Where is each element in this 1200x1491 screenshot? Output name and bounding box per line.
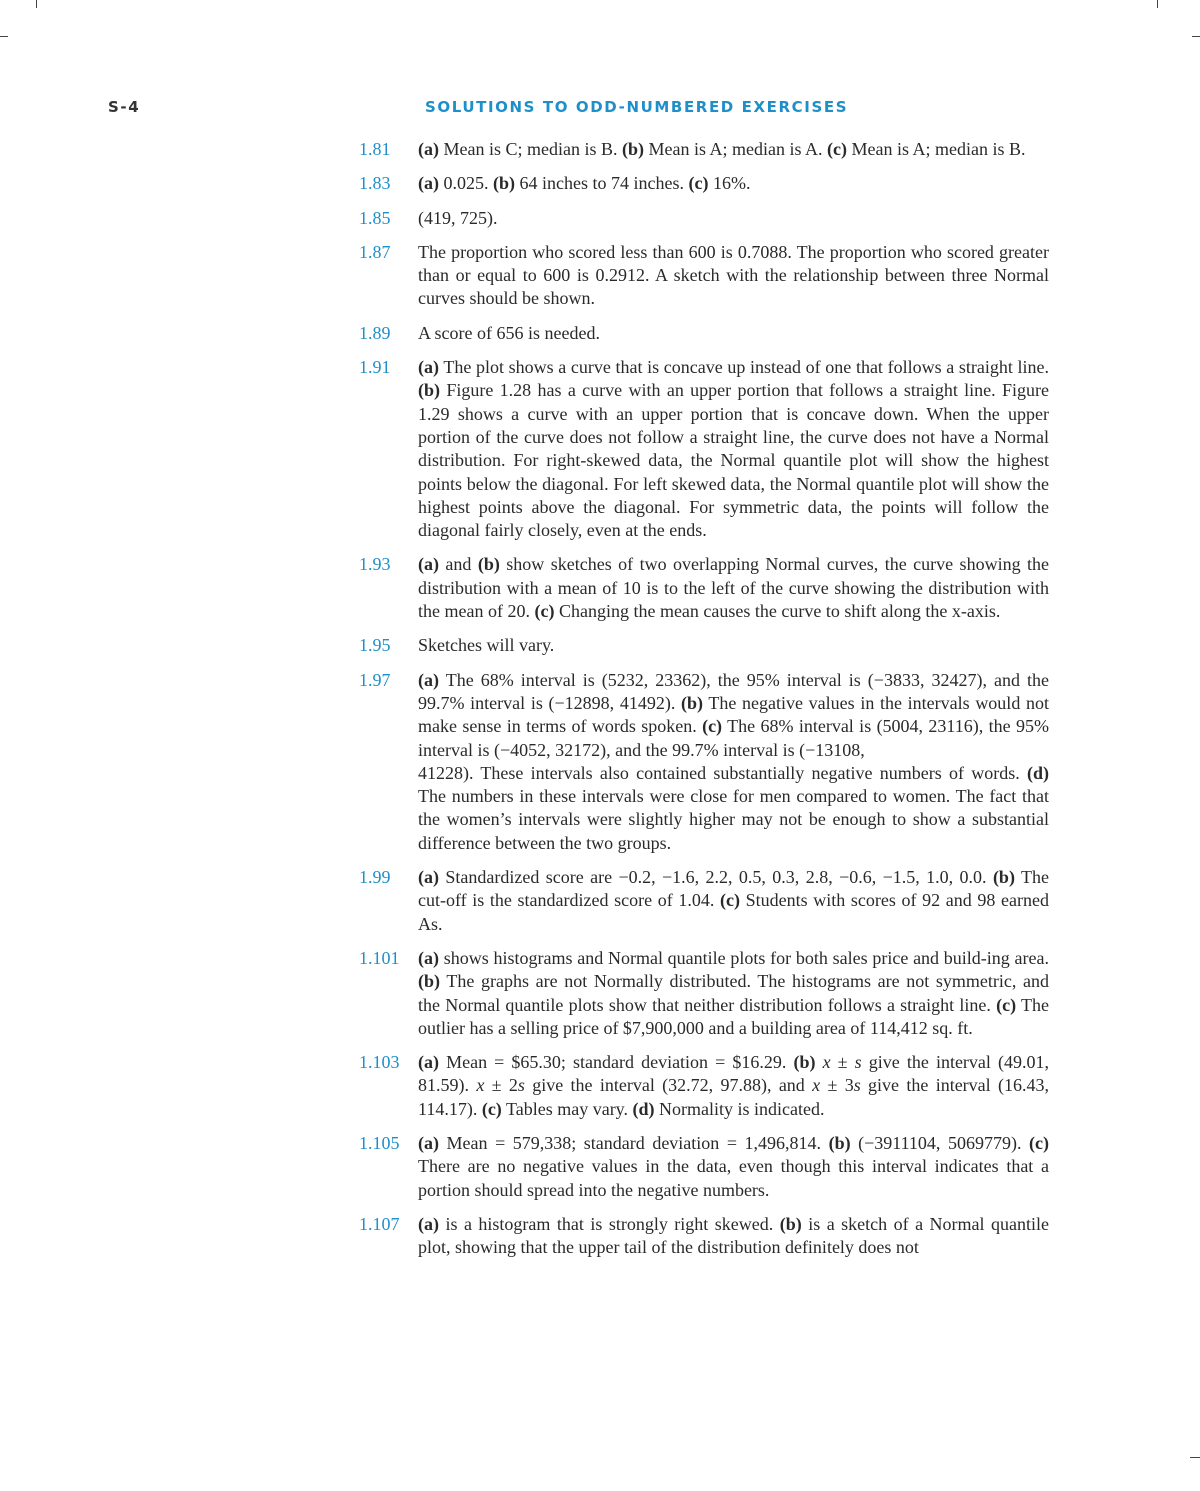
part-label: (b) [418, 971, 440, 992]
answer-text: The cut-off is the standardized score of 1.04. [418, 867, 1049, 911]
part-label: (a) [418, 139, 439, 159]
answer-text: give the interval (16.43, 114.17). [418, 1075, 1049, 1119]
part-label: (a) [418, 867, 439, 888]
exercise-item [359, 1051, 1049, 1121]
math-variable: s [517, 1075, 525, 1096]
part-label: (a) [418, 554, 439, 575]
answer-text: The outlier has a selling price of $7,900,000 and a building area of 114,412 sq. ft. [418, 994, 1049, 1038]
answer-text: (419, 725). [418, 207, 498, 228]
exercise-answer [418, 241, 1049, 311]
part-label: (c) [827, 139, 847, 159]
exercise-number: 1.103 [359, 1052, 400, 1073]
exercise-number: 1.91 [359, 357, 391, 378]
answer-text: The 68% interval is (5232, 23362), the 95% interval is (−3833, 32427), and the 99.7% interval is (−12898, 41492). [418, 669, 1049, 713]
part-label: (b) [681, 692, 703, 713]
part-label: (c) [702, 716, 723, 737]
answer-text: ± 3 [820, 1075, 854, 1096]
part-label: (c) [688, 173, 709, 194]
answer-text: Mean is A; median is B. [846, 139, 1026, 159]
answer-text: The graphs are not Normally distributed. The histograms are not symmetric, and the Normal quantile plots show that neither distribution follows a straight line. [418, 971, 1049, 1015]
exercise-answer [418, 172, 1049, 195]
exercise-number: 1.105 [359, 1132, 400, 1153]
part-label: (b) [477, 554, 500, 575]
exercise-item [359, 322, 1049, 345]
part-label: (c) [1029, 1132, 1049, 1153]
part-label: (b) [418, 380, 440, 401]
part-label: (c) [534, 601, 555, 622]
answer-text: Mean = $65.30; standard deviation = $16.29. [439, 1052, 794, 1073]
part-label: (c) [996, 994, 1017, 1015]
exercise-answer [418, 1213, 1049, 1260]
crop-mark-top-left [36, 0, 37, 8]
exercise-answer [418, 1051, 1049, 1121]
answer-text: Tables may vary. [501, 1098, 633, 1119]
exercise-number: 1.83 [359, 173, 391, 194]
part-label: (a) [418, 1052, 439, 1073]
exercise-number: 1.87 [359, 241, 391, 262]
crop-mark-top-right [1157, 0, 1158, 8]
answer-text: 16%. [708, 173, 751, 194]
math-variable: x [476, 1075, 485, 1096]
answer-text [816, 1052, 823, 1072]
exercise-number: 1.93 [359, 554, 391, 575]
exercise-item [359, 138, 1049, 161]
answer-text: Standardized score are −0.2, −1.6, 2.2, 0.5, 0.3, 2.8, −0.6, −1.5, 1.0, 0.0. [439, 867, 993, 888]
part-label: (a) [418, 669, 439, 690]
part-label: (a) [418, 173, 439, 194]
part-label: (c) [720, 890, 740, 911]
answer-text: Students with scores of 92 and 98 earned As. [418, 890, 1050, 934]
part-label: (b) [493, 173, 515, 194]
answer-text: Mean = 579,338; standard deviation = 1,496,814. [439, 1132, 829, 1153]
math-variable: x [822, 1052, 831, 1073]
part-label: (b) [793, 1052, 816, 1073]
exercise-answer [418, 1132, 1049, 1202]
answer-text: show sketches of two overlapping Normal curves, the curve showing the distribution with a mean of 10 is to the left of the curve showing the distribution with the mean of 20. [418, 554, 1049, 622]
answer-text: The 68% interval is (5004, 23116), the 95% interval is (−4052, 32172), and the 99.7% interval is (−13108, [418, 716, 1049, 760]
exercise-number: 1.107 [359, 1213, 400, 1234]
answer-text: give the interval (49.01, 81.59). [418, 1052, 1050, 1096]
answer-text: A score of 656 is needed. [418, 322, 600, 343]
exercise-item [359, 241, 1049, 311]
part-label: (a) [418, 357, 439, 378]
answer-text: The numbers in these intervals were close for men compared to women. The fact that the women’s intervals were slightly higher may not be enough to show a substantial difference between the two groups. [418, 786, 1049, 853]
part-label: (b) [828, 1132, 851, 1153]
answer-text: 0.025. [439, 173, 493, 194]
exercise-item [359, 1132, 1049, 1202]
answer-text: ± [830, 1052, 855, 1073]
answer-text: The proportion who scored less than 600 is 0.7088. The proportion who scored greater than or equal to 600 is 0.2912. A sketch with the relationship between three Normal curves should be shown. [418, 241, 1049, 309]
exercise-number: 1.99 [359, 867, 391, 888]
answer-text: ± 2 [484, 1075, 518, 1096]
answer-text: is a sketch of a Normal quantile plot, showing that the upper tail of the distribution definitely does not [418, 1213, 1049, 1258]
running-head: SOLUTIONS TO ODD-NUMBERED EXERCISES [425, 98, 849, 116]
exercise-answer [418, 634, 1049, 657]
exercise-item [359, 669, 1049, 855]
exercise-number: 1.95 [359, 635, 391, 656]
part-label: (b) [622, 139, 644, 159]
exercise-item [359, 866, 1049, 936]
exercise-number: 1.97 [359, 669, 391, 690]
part-label: (c) [481, 1098, 502, 1119]
exercise-number: 1.85 [359, 207, 391, 228]
exercise-list [359, 138, 1049, 1270]
part-label: (d) [632, 1098, 655, 1119]
crop-mark-right [1192, 36, 1200, 37]
exercise-answer [418, 322, 1049, 345]
math-variable: s [854, 1052, 862, 1073]
exercise-item [359, 1213, 1049, 1260]
answer-text: Mean is A; median is A. [644, 139, 827, 159]
answer-text: Figure 1.28 has a curve with an upper portion that follows a straight line. Figure 1.29 shows a curve with an upper portion that is concave down. When the upper portion of the curve does not follow a straight line, the curve does not have a Normal distribution. For right-skewed data, the Normal quantile plot will show the highest points below the diagonal. For left skewed data, the Normal quantile plot will show the highest points above the diagonal. For symmetric data, the points will follow the diagonal fairly closely, even at the ends. [418, 380, 1049, 541]
math-variable: s [853, 1075, 861, 1096]
part-label: (a) [418, 1132, 439, 1153]
exercise-answer [418, 138, 1049, 161]
part-label: (a) [418, 947, 439, 968]
part-label: (d) [1027, 762, 1049, 783]
exercise-answer [418, 866, 1049, 936]
exercise-number: 1.101 [359, 947, 400, 968]
exercise-item [359, 634, 1049, 657]
answer-text: There are no negative values in the data, even though this interval indicates that a portion should spread into the negative numbers. [418, 1156, 1049, 1200]
answer-text: Normality is indicated. [654, 1098, 825, 1119]
part-label: (a) [418, 1213, 439, 1234]
page-number: S-4 [108, 98, 141, 116]
exercise-answer [418, 207, 1049, 230]
answer-text: 64 inches to 74 inches. [515, 173, 689, 194]
page-header [0, 98, 1200, 120]
answer-text: Changing the mean causes the curve to shift along the x-axis. [554, 601, 1001, 622]
math-variable: x [812, 1075, 821, 1096]
answer-text: The plot shows a curve that is concave up instead of one that follows a straight line. [439, 357, 1049, 378]
exercise-answer [418, 947, 1049, 1040]
part-label: (b) [779, 1213, 802, 1234]
answer-text: The negative values in the intervals would not make sense in terms of words spoken. [418, 692, 1049, 737]
answer-text: 41228). These intervals also contained substantially negative numbers of words. [418, 762, 1027, 783]
exercise-answer [418, 553, 1049, 623]
crop-mark-bottom-right [1190, 1457, 1200, 1458]
answer-text: and [439, 554, 478, 575]
exercise-item [359, 356, 1049, 542]
answer-text: give the interval (32.72, 97.88), and [524, 1075, 813, 1096]
answer-text: Sketches will vary. [418, 635, 555, 656]
answer-text: Mean is C; median is B. [439, 139, 622, 159]
crop-mark-left [0, 36, 8, 37]
part-label: (b) [992, 867, 1015, 888]
exercise-item [359, 947, 1049, 1040]
exercise-number: 1.81 [359, 139, 391, 159]
exercise-item [359, 172, 1049, 195]
answer-text: shows histograms and Normal quantile plots for both sales price and build-ing area. [439, 947, 1049, 968]
answer-text: is a histogram that is strongly right skewed. [439, 1213, 780, 1234]
exercise-item [359, 553, 1049, 623]
exercise-answer [418, 669, 1049, 855]
exercise-item [359, 207, 1049, 230]
exercise-number: 1.89 [359, 322, 391, 343]
answer-text: (−3911104, 5069779). [850, 1132, 1030, 1153]
exercise-answer [418, 356, 1049, 542]
